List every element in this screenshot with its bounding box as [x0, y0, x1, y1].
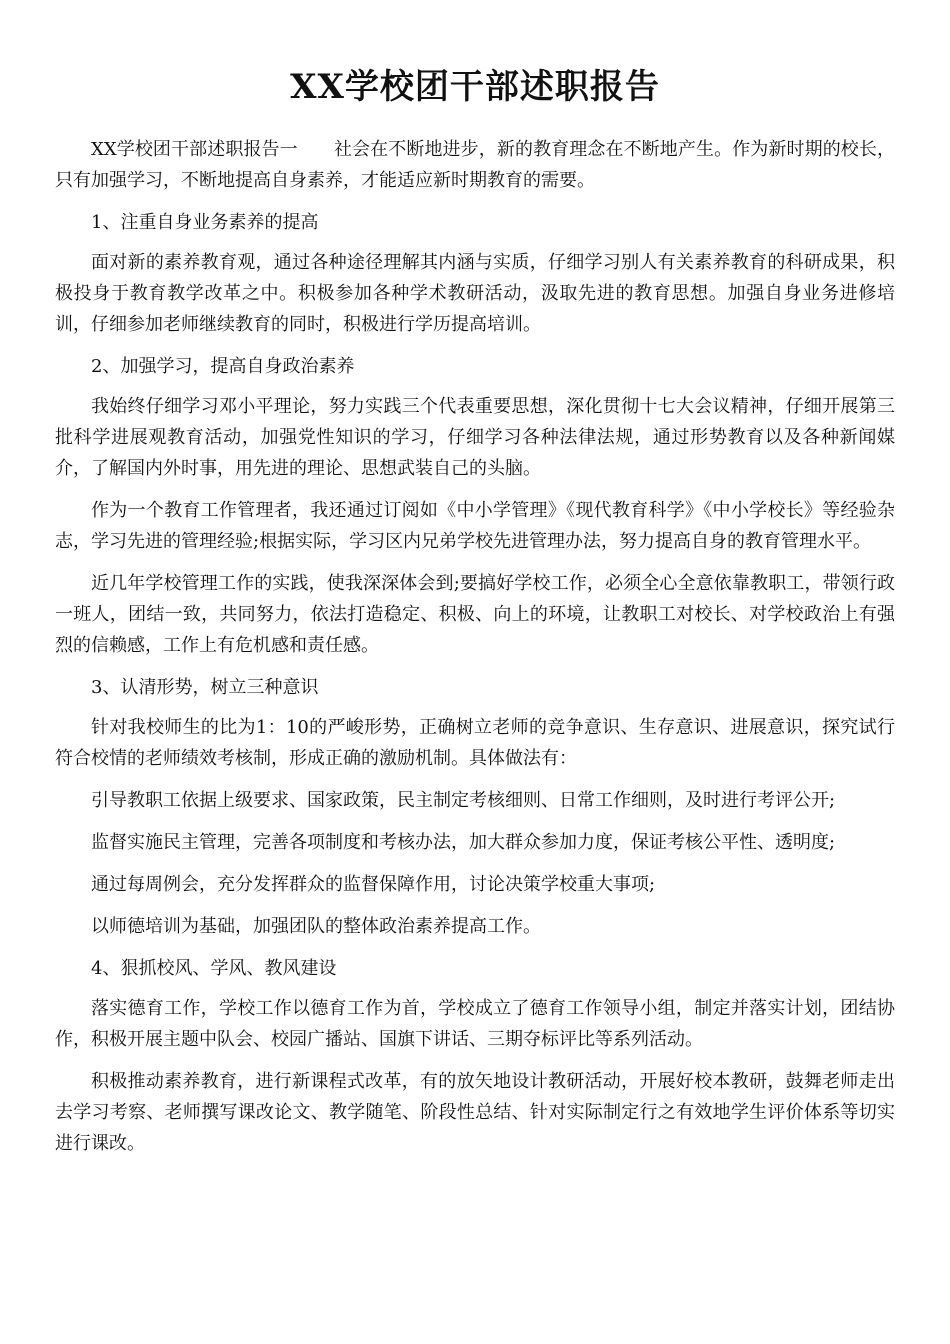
- body-paragraph: 通过每周例会，充分发挥群众的监督保障作用，讨论决策学校重大事项;: [91, 874, 656, 895]
- body-paragraph: 监督实施民主管理，完善各项制度和考核办法，加大群众参加力度，保证考核公平性、透明度;: [91, 832, 836, 853]
- section-heading-1: 1、注重自身业务素养的提高: [91, 212, 319, 233]
- body-paragraph: 针对我校师生的比为1：10的严峻形势，正确树立老师的竞争意识、生存意识、进展意识，探究试行符合校情的老师绩效考核制，形成正确的激励机制。具体做法有：: [55, 717, 895, 769]
- body-paragraph: 引导教职工依据上级要求、国家政策，民主制定考核细则、日常工作细则，及时进行考评公开;: [91, 790, 836, 811]
- body-paragraph: 近几年学校管理工作的实践，使我深深体会到;要搞好学校工作，必须全心全意依靠教职工，带领行政一班人，团结一致，共同努力，依法打造稳定、积极、向上的环境，让教职工对校长、对学校政治上有强烈的信赖感，工作上有危机感和责任感。: [55, 573, 895, 656]
- section-heading-4: 4、狠抓校风、学风、教风建设: [91, 958, 337, 979]
- body-paragraph: 积极推动素养教育，进行新课程式改革，有的放矢地设计教研活动，开展好校本教研，鼓舞老师走出去学习考察、老师撰写课改论文、教学随笔、阶段性总结、针对实际制定行之有效地学生评价体系等切实进行课改。: [55, 1071, 895, 1154]
- body-paragraph: 我始终仔细学习邓小平理论，努力实践三个代表重要思想，深化贯彻十七大会议精神，仔细开展第三批科学进展观教育活动，加强党性知识的学习，仔细学习各种法律法规，通过形势教育以及各种新闻媒介，了解国内外时事，用先进的理论、思想武装自己的头脑。: [55, 396, 895, 479]
- section-heading-2: 2、加强学习，提高自身政治素养: [91, 356, 355, 377]
- intro-paragraph: XX学校团干部述职报告一 社会在不断地进步，新的教育理念在不断地产生。作为新时期的校长，只有加强学习，不断地提高自身素养，才能适应新时期教育的需要。: [55, 139, 895, 191]
- body-paragraph: 以师德培训为基础，加强团队的整体政治素养提高工作。: [91, 916, 541, 937]
- body-paragraph: 面对新的素养教育观，通过各种途径理解其内涵与实质，仔细学习别人有关素养教育的科研成果，积极投身于教育教学改革之中。积极参加各种学术教研活动，汲取先进的教育思想。加强自身业务进修培训，仔细参加老师继续教育的同时，积极进行学历提高培训。: [55, 252, 895, 335]
- document-title: XX学校团干部述职报告: [290, 67, 660, 107]
- section-heading-3: 3、认清形势，树立三种意识: [91, 677, 319, 698]
- body-paragraph: 作为一个教育工作管理者，我还通过订阅如《中小学管理》《现代教育科学》《中小学校长》等经验杂志，学习先进的管理经验;根据实际，学习区内兄弟学校先进管理办法，努力提高自身的教育管理水平。: [55, 500, 895, 552]
- body-paragraph: 落实德育工作，学校工作以德育工作为首，学校成立了德育工作领导小组，制定并落实计划，团结协作，积极开展主题中队会、校园广播站、国旗下讲话、三期夺标评比等系列活动。: [55, 998, 895, 1050]
